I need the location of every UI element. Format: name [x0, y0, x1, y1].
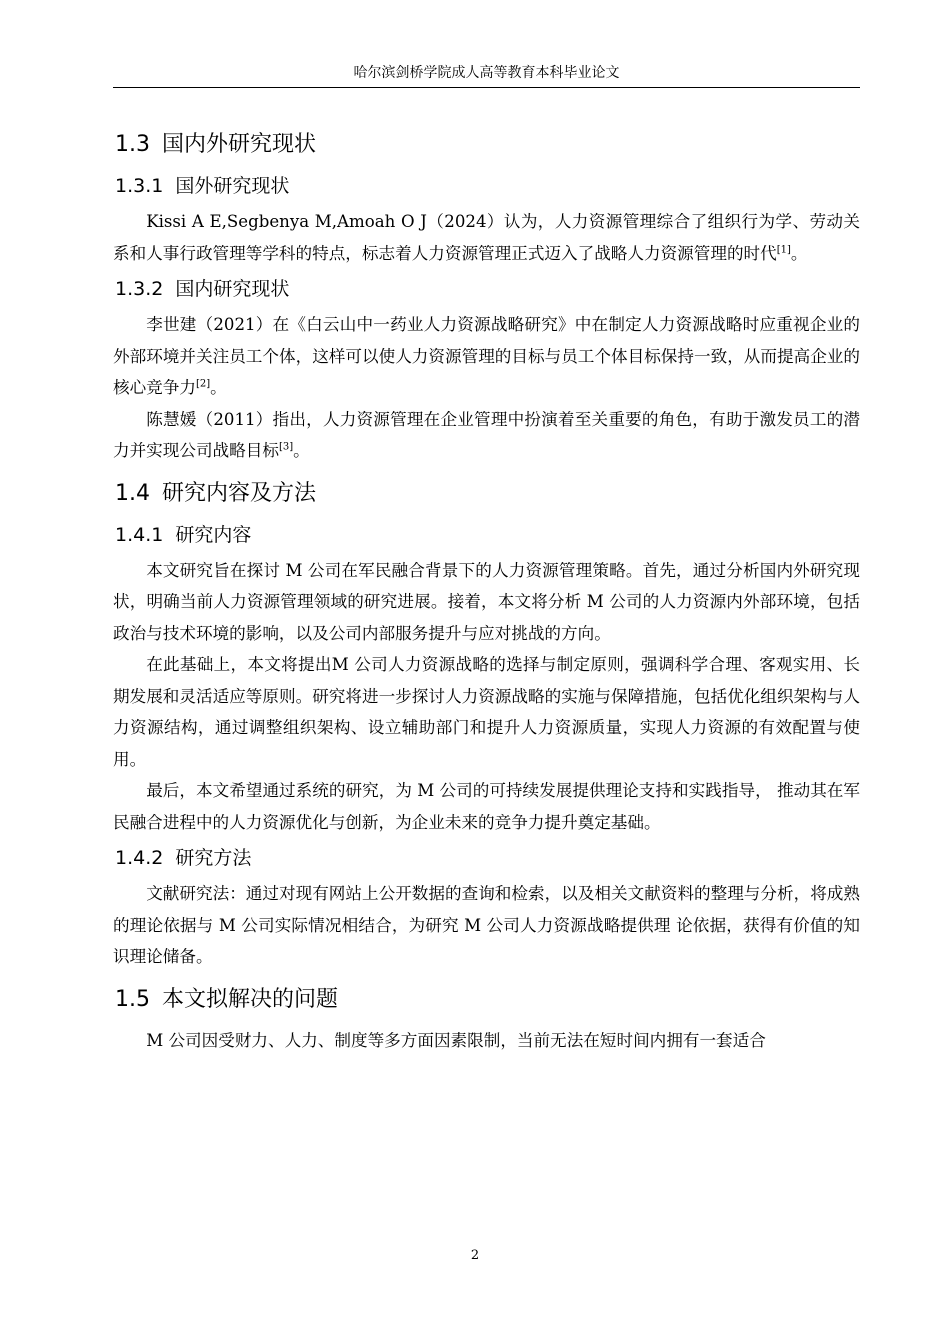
page-body: [113, 118, 860, 1056]
paragraph-text: Kissi A E,Segbenya M,Amoah O J（2024）认为，人力资源管理综合了组织行为学、劳动关系和人事行政管理等学科的特点，标志着人力资源管理正式迈入了战略人力资源管理的时代: [113, 212, 860, 263]
subsection-number: 1.4.1: [115, 523, 164, 546]
section-number: 1.5: [115, 986, 150, 1012]
paragraph-tail: 。: [790, 243, 808, 263]
subsection-title: 研究方法: [175, 847, 252, 869]
citation-ref: [1]: [776, 243, 791, 255]
section-title: 本文拟解决的问题: [162, 986, 339, 1012]
page-number: 2: [470, 1248, 480, 1263]
subsection-heading-1-3-2: [115, 273, 860, 305]
paragraph-foreign-research: [113, 206, 860, 269]
paragraph-domestic-research-1: [113, 309, 860, 404]
section-number: 1.3: [115, 132, 150, 157]
citation-ref: [2]: [195, 378, 211, 390]
subsection-title: 国内研究现状: [175, 278, 290, 300]
subsection-title: 国外研究现状: [175, 175, 290, 197]
header-rule: [113, 87, 860, 88]
paragraph-domestic-research-2: [113, 404, 860, 467]
subsection-heading-1-4-1: [115, 519, 860, 551]
subsection-number: 1.4.2: [115, 847, 164, 869]
paragraph-tail: 。: [293, 441, 310, 460]
paragraph-research-content-3: 最后，本文希望通过系统的研究，为 M 公司的可持续发展提供理论支持和实践指导， 推动其在军民融合进程中的人力资源优化与创新，为企业未来的竞争力提升奠定基础。: [113, 781, 860, 832]
section-number: 1.4: [115, 480, 150, 506]
subsection-heading-1-4-2: [115, 842, 860, 874]
section-heading-1-4: [115, 477, 860, 511]
subsection-number: 1.3.1: [115, 175, 164, 197]
section-title: 研究内容及方法: [162, 480, 317, 506]
running-header: 哈尔滨剑桥学院成人高等教育本科毕业论文: [353, 65, 620, 81]
paragraph-problems: M 公司因受财力、人力、制度等多方面因素限制，当前无法在短时间内拥有一套适合: [146, 1030, 766, 1050]
paragraph-research-method: 文献研究法：通过对现有网站上公开数据的查询和检索，以及相关文献资料的整理与分析，将成熟的理论依据与 M 公司实际情况相结合，为研究 M 公司人力资源战略提供理 论依据，获得有价值的知识理论储备。: [113, 884, 860, 966]
section-title: 国内外研究现状: [162, 132, 317, 157]
section-heading-1-3: [115, 128, 860, 162]
section-heading-1-5: [115, 983, 860, 1017]
subsection-heading-1-3-1: [115, 170, 860, 202]
paragraph-tail: 。: [210, 378, 227, 397]
subsection-number: 1.3.2: [115, 278, 164, 300]
paragraph-research-content-1: 本文研究旨在探讨 M 公司在军民融合背景下的人力资源管理策略。首先，通过分析国内外研究现状，明确当前人力资源管理领域的研究进展。接着，本文将分析 M 公司的人力资源内外部环境，包括政治与技术环境的影响，以及公司内部服务提升与应对挑战的方向。: [113, 560, 860, 643]
paragraph-research-content-2: 在此基础上，本文将提出M 公司人力资源战略的选择与制定原则，强调科学合理、客观实用、长期发展和灵活适应等原则。研究将进一步探讨人力资源战略的实施与保障措施，包括优化组织架构与人力资源结构，通过调整组织架构、设立辅助部门和提升人力资源质量，实现人力资源的有效配置与使用。: [113, 655, 860, 769]
paragraph-text: 李世建（2021）在《白云山中一药业人力资源战略研究》中在制定人力资源战略时应重视企业的外部环境并关注员工个体，这样可以使人力资源管理的目标与员工个体目标保持一致，从而提高企业的核心竞争力: [113, 315, 860, 397]
citation-ref: [3]: [278, 441, 294, 453]
paragraph-text: 陈慧媛（2011）指出，人力资源管理在企业管理中扮演着至关重要的角色，有助于激发员工的潜力并实现公司战略目标: [113, 409, 860, 460]
subsection-title: 研究内容: [175, 523, 252, 546]
